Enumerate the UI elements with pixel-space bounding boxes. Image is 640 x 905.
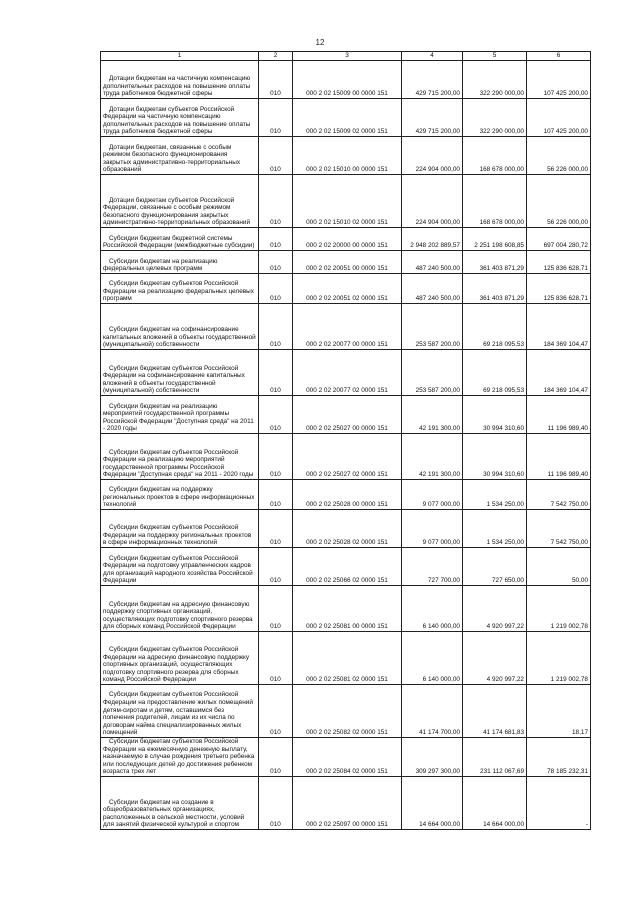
cell-fact: 41 174 681,83 — [463, 685, 527, 738]
table-row — [101, 251, 591, 274]
cell-rest: 125 836 628,71 — [527, 274, 591, 304]
cell-name: Субсидии бюджетам субъектов Российской Федерации на ежемесячную денежную выплату, назначаемую в случае рождения третьего ребенка или последующих детей до достижения ребенком возраста трех лет — [101, 738, 259, 777]
cell-code: 010 — [259, 396, 293, 434]
cell-name: Субсидии бюджетам субъектов Российской Федерации на реализацию федеральных целевых программ — [101, 274, 259, 304]
header-row — [101, 52, 591, 61]
cell-fact: 727 650,00 — [463, 548, 527, 586]
cell-code: 010 — [259, 99, 293, 137]
cell-kbk: 000 2 02 25082 02 0000 151 — [293, 685, 402, 738]
cell-code: 010 — [259, 548, 293, 586]
cell-rest: 125 836 628,71 — [527, 251, 591, 274]
cell-name: Дотации бюджетам на частичную компенсацию дополнительных расходов на повышение оплаты труда работников бюджетной сферы — [101, 61, 259, 99]
cell-fact: 361 403 871,29 — [463, 274, 527, 304]
cell-plan: 9 077 000,00 — [402, 480, 463, 510]
table-row — [101, 548, 591, 586]
cell-plan: 42 191 300,00 — [402, 434, 463, 480]
cell-kbk: 000 2 02 20051 02 0000 151 — [293, 274, 402, 304]
cell-code: 010 — [259, 434, 293, 480]
table-row — [101, 685, 591, 738]
cell-rest: 78 185 232,31 — [527, 738, 591, 777]
table-row — [101, 175, 591, 228]
cell-plan: 6 140 000,00 — [402, 586, 463, 632]
cell-code: 010 — [259, 632, 293, 685]
table-row — [101, 738, 591, 777]
cell-name: Субсидии бюджетам субъектов Российской Федерации на адресную финансовую поддержку спортивных организаций, осуществляющих подготовку спортивного резерва для сборных команд Российской Федерации — [101, 632, 259, 685]
cell-name: Субсидии бюджетам субъектов Российской Федерации на реализацию мероприятий государственной программы Российской Федерации "Доступная среда" на 2011 - 2020 годы — [101, 434, 259, 480]
cell-plan: 487 240 500,00 — [402, 251, 463, 274]
cell-kbk: 000 2 02 25028 00 0000 151 — [293, 480, 402, 510]
cell-name: Субсидии бюджетам бюджетной системы Российской Федерации (межбюджетные субсидии) — [101, 228, 259, 251]
cell-fact: 69 218 095,53 — [463, 350, 527, 396]
cell-fact: 231 112 067,69 — [463, 738, 527, 777]
cell-rest: - — [527, 776, 591, 829]
table-row — [101, 510, 591, 548]
cell-name: Субсидии бюджетам на создание в общеобразовательных организациях, расположенных в сельской местности, условий для занятий физической культурой и спортом — [101, 776, 259, 829]
cell-rest: 7 542 750,00 — [527, 510, 591, 548]
cell-code: 010 — [259, 480, 293, 510]
cell-name: Дотации бюджетам субъектов Российской Федерации, связанные с особым режимом безопасного функционирования закрытых административно-территориальных образований — [101, 175, 259, 228]
cell-rest: 1 219 002,78 — [527, 632, 591, 685]
cell-rest: 56 226 000,00 — [527, 175, 591, 228]
cell-code: 010 — [259, 175, 293, 228]
cell-name: Дотации бюджетам, связанные с особым режимом безопасного функционирования закрытых административно-территориальных образований — [101, 137, 259, 175]
cell-plan: 253 587 200,00 — [402, 304, 463, 350]
cell-plan: 487 240 500,00 — [402, 274, 463, 304]
cell-code: 010 — [259, 251, 293, 274]
cell-fact: 168 678 000,00 — [463, 175, 527, 228]
cell-name: Субсидии бюджетам на поддержку региональных проектов в сфере информационных технологий — [101, 480, 259, 510]
cell-kbk: 000 2 02 25081 02 0000 151 — [293, 632, 402, 685]
column-header-rest: 6 — [527, 52, 591, 61]
cell-code: 010 — [259, 274, 293, 304]
budget-table — [100, 51, 591, 830]
cell-kbk: 000 2 02 15010 00 0000 151 — [293, 137, 402, 175]
cell-plan: 253 587 200,00 — [402, 350, 463, 396]
cell-fact: 4 920 997,22 — [463, 632, 527, 685]
cell-rest: 7 542 750,00 — [527, 480, 591, 510]
cell-name: Субсидии бюджетам на софинансирование капитальных вложений в объекты государственной (муниципальной) собственности — [101, 304, 259, 350]
cell-rest: 50,00 — [527, 548, 591, 586]
cell-code: 010 — [259, 350, 293, 396]
cell-rest: 11 196 989,40 — [527, 434, 591, 480]
cell-fact: 168 678 000,00 — [463, 137, 527, 175]
cell-name: Дотации бюджетам субъектов Российской Федерации на частичную компенсацию дополнительных расходов на повышение оплаты труда работников бюджетной сферы — [101, 99, 259, 137]
cell-fact: 2 251 198 608,85 — [463, 228, 527, 251]
cell-rest: 11 196 989,40 — [527, 396, 591, 434]
cell-rest: 184 369 104,47 — [527, 350, 591, 396]
cell-kbk: 000 2 02 25027 02 0000 151 — [293, 434, 402, 480]
cell-rest: 107 425 200,00 — [527, 99, 591, 137]
column-header-code: 2 — [259, 52, 293, 61]
table-row — [101, 434, 591, 480]
cell-fact: 1 534 250,00 — [463, 510, 527, 548]
cell-kbk: 000 2 02 25097 00 0000 151 — [293, 776, 402, 829]
cell-rest: 18,17 — [527, 685, 591, 738]
cell-code: 010 — [259, 510, 293, 548]
cell-code: 010 — [259, 685, 293, 738]
column-header-name: 1 — [101, 52, 259, 61]
cell-kbk: 000 2 02 20077 00 0000 151 — [293, 304, 402, 350]
cell-kbk: 000 2 02 25084 02 0000 151 — [293, 738, 402, 777]
cell-name: Субсидии бюджетам на реализацию мероприятий государственной программы Российской Федерации "Доступная среда" на 2011 - 2020 годы — [101, 396, 259, 434]
cell-fact: 69 218 095,53 — [463, 304, 527, 350]
cell-name: Субсидии бюджетам субъектов Российской Федерации на софинансирование капитальных вложений в объекты государственной (муниципальной) собственности — [101, 350, 259, 396]
cell-kbk: 000 2 02 25066 02 0000 151 — [293, 548, 402, 586]
cell-kbk: 000 2 02 15010 02 0000 151 — [293, 175, 402, 228]
cell-plan: 42 191 300,00 — [402, 396, 463, 434]
cell-fact: 322 290 000,00 — [463, 61, 527, 99]
table-row — [101, 61, 591, 99]
cell-code: 010 — [259, 738, 293, 777]
cell-kbk: 000 2 02 15009 00 0000 151 — [293, 61, 402, 99]
cell-fact: 1 534 250,00 — [463, 480, 527, 510]
table-row — [101, 586, 591, 632]
cell-name: Субсидии бюджетам субъектов Российской Федерации на поддержку региональных проектов в сфере информационных технологий — [101, 510, 259, 548]
cell-plan: 224 904 000,00 — [402, 175, 463, 228]
cell-plan: 429 715 200,00 — [402, 61, 463, 99]
cell-rest: 184 369 104,47 — [527, 304, 591, 350]
column-header-fact: 5 — [463, 52, 527, 61]
page-number: 12 — [315, 38, 325, 47]
table-row — [101, 480, 591, 510]
table-row — [101, 304, 591, 350]
table-row — [101, 632, 591, 685]
cell-fact: 14 664 000,00 — [463, 776, 527, 829]
cell-plan: 6 140 000,00 — [402, 632, 463, 685]
cell-plan: 41 174 700,00 — [402, 685, 463, 738]
cell-fact: 361 403 871,29 — [463, 251, 527, 274]
cell-code: 010 — [259, 228, 293, 251]
cell-name: Субсидии бюджетам на адресную финансовую поддержку спортивных организаций, осуществляющих подготовку спортивного резерва для сборных команд Российской Федерации — [101, 586, 259, 632]
table-row — [101, 228, 591, 251]
cell-code: 010 — [259, 137, 293, 175]
table-row — [101, 137, 591, 175]
cell-fact: 30 994 310,60 — [463, 396, 527, 434]
cell-code: 010 — [259, 586, 293, 632]
cell-fact: 4 920 997,22 — [463, 586, 527, 632]
cell-kbk: 000 2 02 20077 02 0000 151 — [293, 350, 402, 396]
cell-rest: 107 425 200,00 — [527, 61, 591, 99]
cell-code: 010 — [259, 776, 293, 829]
column-header-plan: 4 — [402, 52, 463, 61]
table-row — [101, 274, 591, 304]
cell-code: 010 — [259, 61, 293, 99]
cell-plan: 309 297 300,00 — [402, 738, 463, 777]
cell-fact: 30 994 310,60 — [463, 434, 527, 480]
cell-rest: 697 004 280,72 — [527, 228, 591, 251]
cell-kbk: 000 2 02 20051 00 0000 151 — [293, 251, 402, 274]
cell-plan: 14 664 000,00 — [402, 776, 463, 829]
cell-plan: 2 948 202 889,57 — [402, 228, 463, 251]
cell-fact: 322 290 000,00 — [463, 99, 527, 137]
cell-plan: 224 904 000,00 — [402, 137, 463, 175]
cell-code: 010 — [259, 304, 293, 350]
table-row — [101, 396, 591, 434]
cell-kbk: 000 2 02 25081 00 0000 151 — [293, 586, 402, 632]
cell-rest: 1 219 002,78 — [527, 586, 591, 632]
cell-plan: 9 077 000,00 — [402, 510, 463, 548]
cell-kbk: 000 2 02 25028 02 0000 151 — [293, 510, 402, 548]
cell-name: Субсидии бюджетам субъектов Российской Федерации на подготовку управленческих кадров для организаций народного хозяйства Российской Федерации — [101, 548, 259, 586]
column-header-kbk: 3 — [293, 52, 402, 61]
cell-kbk: 000 2 02 15009 02 0000 151 — [293, 99, 402, 137]
cell-plan: 727 700,00 — [402, 548, 463, 586]
cell-kbk: 000 2 02 25027 00 0000 151 — [293, 396, 402, 434]
table-row — [101, 776, 591, 829]
cell-kbk: 000 2 02 20000 00 0000 151 — [293, 228, 402, 251]
cell-rest: 56 226 000,00 — [527, 137, 591, 175]
table-row — [101, 99, 591, 137]
cell-name: Субсидии бюджетам на реализацию федеральных целевых программ — [101, 251, 259, 274]
table-row — [101, 350, 591, 396]
cell-name: Субсидии бюджетам субъектов Российской Федерации на предоставление жилых помещений детям-сиротам и детям, оставшимся без попечения родителей, лицам из их числа по договорам найма специализированных жилых помещений — [101, 685, 259, 738]
cell-plan: 429 715 200,00 — [402, 99, 463, 137]
